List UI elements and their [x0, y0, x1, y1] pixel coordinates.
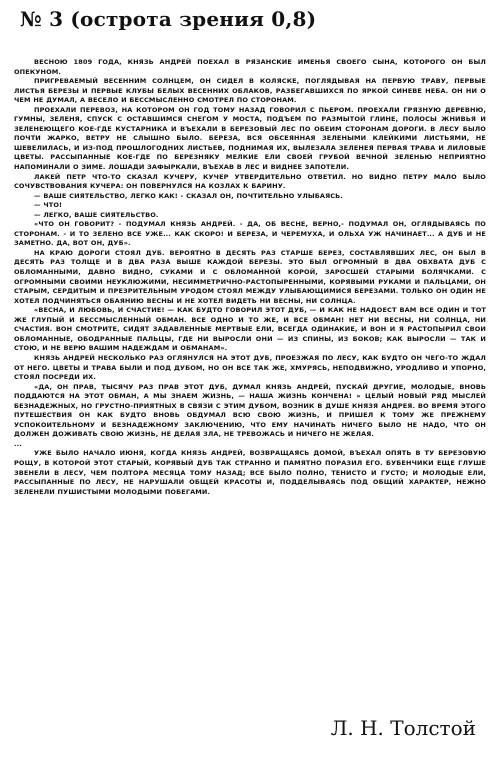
body-text [14, 58, 486, 497]
paragraph: ПРИГРЕВАЕМЫЙ ВЕСЕННИМ СОЛНЦЕМ, ОН СИДЕЛ В КОЛЯСКЕ, ПОГЛЯДЫВАЯ НА ПЕРВУЮ ТРАВУ, ПЕРВЫЕ ЛИСТЬЯ БЕРЕЗЫ И ПЕРВЫЕ КЛУБЫ БЕЛЫХ ВЕСЕННИХ ОБЛАКОВ, РАЗБЕГАВШИХСЯ ПО ЯРКОЙ СИНЕВЕ НЕБА. ОН НИ О ЧЕМ НЕ ДУМАЛ, А ВЕСЕЛО И БЕССМЫСЛЕННО СМОТРЕЛ ПО СТОРОНАМ. [14, 77, 486, 105]
paragraph: НА КРАЮ ДОРОГИ СТОЯЛ ДУБ. ВЕРОЯТНО В ДЕСЯТЬ РАЗ СТАРШЕ БЕРЕЗ, СОСТАВЛЯВШИХ ЛЕС, ОН БЫЛ В ДЕСЯТЬ РАЗ ТОЛЩЕ И В ДВА РАЗА ВЫШЕ КАЖДОЙ БЕРЕЗЫ. ЭТО БЫЛ ОГРОМНЫЙ В ДВА ОБХВАТА ДУБ С ОБЛОМАННЫМИ, ДАВНО ВИДНО, СУКАМИ И С ОБЛОМАННОЙ КОРОЙ, ЗАРОСШЕЙ СТАРЫМИ БОЛЯЧКАМИ. С ОГРОМНЫМИ СВОИМИ НЕУКЛЮЖИМИ, НЕСИММЕТРИЧНО-РАСТОПЫРЕННЫМИ, КОРЯВЫМИ РУКАМИ И ПАЛЬЦАМИ, ОН СТАРЫМ, СЕРДИТЫМ И ПРЕЗРИТЕЛЬНЫМ УРОДОМ СТОЯЛ МЕЖДУ УЛЫБАЮЩИМИСЯ БЕРЕЗАМИ. ТОЛЬКО ОН ОДИН НЕ ХОТЕЛ ПОДЧИНЯТЬСЯ ОБАЯНИЮ ВЕСНЫ И НЕ ХОТЕЛ ВИДЕТЬ НИ ВЕСНЫ, НИ СОЛНЦА. [14, 248, 486, 305]
paragraph: — ЛЕГКО, ВАШЕ СИЯТЕЛЬСТВО. [34, 210, 159, 219]
page-title: № 3 (острота зрения 0,8) [20, 7, 317, 31]
paragraph: «ЧТО ОН ГОВОРИТ? - ПОДУМАЛ КНЯЗЬ АНДРЕЙ. - ДА, ОБ ВЕСНЕ, ВЕРНО,- ПОДУМАЛ ОН, ОГЛЯДЫВАЯСЬ ПО СТОРОНАМ. - И ТО ЗЕЛЕНО ВСЕ УЖЕ... КАК СКОРО! И БЕРЕЗА, И ЧЕРЕМУХА, И ОЛЬХА УЖ НАЧИНАЕТ... А ДУБ И НЕ ЗАМЕТНО. ДА, ВОТ ОН, ДУБ». [14, 220, 486, 248]
paragraph: ЛАКЕЙ ПЕТР ЧТО-ТО СКАЗАЛ КУЧЕРУ, КУЧЕР УТВЕРДИТЕЛЬНО ОТВЕТИЛ. НО ВИДНО ПЕТРУ МАЛО БЫЛО СОЧУВСТВОВАНИЯ КУЧЕРА: ОН ПОВЕРНУЛСЯ НА КОЗЛАХ К БАРИНУ. [14, 172, 486, 191]
ellipsis-separator: ... [14, 439, 22, 448]
author-signature: Л. Н. Толстой [330, 716, 476, 740]
paragraph: — ВАШЕ СИЯТЕЛЬСТВО, ЛЕГКО КАК! - СКАЗАЛ ОН, ПОЧТИТЕЛЬНО УЛЫБАЯСЬ. [34, 191, 343, 200]
paragraph: — ЧТО! [34, 201, 63, 210]
paragraph: «ДА, ОН ПРАВ, ТЫСЯЧУ РАЗ ПРАВ ЭТОТ ДУБ, ДУМАЛ КНЯЗЬ АНДРЕЙ, ПУСКАЙ ДРУГИЕ, МОЛОДЫЕ, ВНОВЬ ПОДДАЮТСЯ НА ЭТОТ ОБМАН, А МЫ ЗНАЕМ ЖИЗНЬ, — НАША ЖИЗНЬ КОНЧЕНА! » ЦЕЛЫЙ НОВЫЙ РЯД МЫСЛЕЙ БЕЗНАДЕЖНЫХ, НО ГРУСТНО-ПРИЯТНЫХ В СВЯЗИ С ЭТИМ ДУБОМ, ВОЗНИК В ДУШЕ КНЯЗЯ АНДРЕЯ. ВО ВРЕМЯ ЭТОГО ПУТЕШЕСТВИЯ ОН КАК БУДТО ВНОВЬ ОБДУМАЛ ВСЮ СВОЮ ЖИЗНЬ, И ПРИШЕЛ К ТОМУ ЖЕ ПРЕЖНЕМУ УСПОКОИТЕЛЬНОМУ И БЕЗНАДЕЖНОМУ ЗАКЛЮЧЕНИЮ, ЧТО ЕМУ НАЧИНАТЬ НИЧЕГО БЫЛО НЕ НАДО, ЧТО ОН ДОЛЖЕН ДОЖИВАТЬ СВОЮ ЖИЗНЬ, НЕ ДЕЛАЯ ЗЛА, НЕ ТРЕВОЖАСЬ И НИЧЕГО НЕ ЖЕЛАЯ. [14, 382, 486, 439]
paragraph: КНЯЗЬ АНДРЕЙ НЕСКОЛЬКО РАЗ ОГЛЯНУЛСЯ НА ЭТОТ ДУБ, ПРОЕЗЖАЯ ПО ЛЕСУ, КАК БУДТО ОН ЧЕГО-ТО ЖДАЛ ОТ НЕГО. ЦВЕТЫ И ТРАВА БЫЛИ И ПОД ДУБОМ, НО ОН ВСЕ ТАК ЖЕ, ХМУРЯСЬ, НЕПОДВИЖНО, УРОДЛИВО И УПОРНО, СТОЯЛ ПОСРЕДИ ИХ. [14, 353, 486, 382]
paragraph: «ВЕСНА, И ЛЮБОВЬ, И СЧАСТИЕ! — КАК БУДТО ГОВОРИЛ ЭТОТ ДУБ, — И КАК НЕ НАДОЕСТ ВАМ ВСЕ ОДИН И ТОТ ЖЕ ГЛУПЫЙ И БЕССМЫСЛЕННЫЙ ОБМАН. ВСЕ ОДНО И ТО ЖЕ, И ВСЕ ОБМАН! НЕТ НИ ВЕСНЫ, НИ СОЛНЦА, НИ СЧАСТИЯ. ВОН СМОТРИТЕ, СИДЯТ ЗАДАВЛЕННЫЕ МЕРТВЫЕ ЕЛИ, ВСЕГДА ОДИНАКИЕ, И ВОН И Я РАСТОПЫРИЛ СВОИ ОБЛОМАННЫЕ, ОБОДРАННЫЕ ПАЛЬЦЫ, ГДЕ НИ ВЫРОСЛИ ОНИ — ИЗ СПИНЫ, ИЗ БОКОВ; КАК ВЫРОСЛИ — ТАК И СТОЮ, И НЕ ВЕРЮ ВАШИМ НАДЕЖДАМ И ОБМАНАМ». [14, 306, 486, 353]
paragraph: УЖЕ БЫЛО НАЧАЛО ИЮНЯ, КОГДА КНЯЗЬ АНДРЕЙ, ВОЗВРАЩАЯСЬ ДОМОЙ, ВЪЕХАЛ ОПЯТЬ В ТУ БЕРЕЗОВУЮ РОЩУ, В КОТОРОЙ ЭТОТ СТАРЫЙ, КОРЯВЫЙ ДУБ ТАК СТРАННО И ПАМЯТНО ПОРАЗИЛ ЕГО. БУБЕНЧИКИ ЕЩЕ ГЛУШЕ ЗВЕНЕЛИ В ЛЕСУ, ЧЕМ ПОЛТОРА МЕСЯЦА ТОМУ НАЗАД; ВСЕ БЫЛО ПОЛНО, ТЕНИСТО И ГУСТО; И МОЛОДЫЕ ЕЛИ, РАССЫПАННЫЕ ПО ЛЕСУ, НЕ НАРУШАЛИ ОБЩЕЙ КРАСОТЫ И, ПОДДЕЛЫВАЯСЬ ПОД ОБЩИЙ ХАРАКТЕР, НЕЖНО ЗЕЛЕНЕЛИ ПУШИСТЫМИ МОЛОДЫМИ ПОБЕГАМИ. [14, 449, 486, 496]
paragraph: ПРОЕХАЛИ ПЕРЕВОЗ, НА КОТОРОМ ОН ГОД ТОМУ НАЗАД ГОВОРИЛ С ПЬЕРОМ. ПРОЕХАЛИ ГРЯЗНУЮ ДЕРЕВНЮ, ГУМНЫ, ЗЕЛЕНЯ, СПУСК С ОСТАВШИМСЯ СНЕГОМ У МОСТА, ПОДЪЕМ ПО РАЗМЫТОЙ ГЛИНЕ, ПОЛОСЫ ЖНИВЬЯ И ЗЕЛЕНЕЮЩЕГО КОЕ-ГДЕ КУСТАРНИКА И ВЪЕХАЛИ В БЕРЕЗОВЫЙ ЛЕС ПО ОБЕИМ СТОРОНАМ ДОРОГИ. В ЛЕСУ БЫЛО ПОЧТИ ЖАРКО, ВЕТРУ НЕ СЛЫШНО БЫЛО. БЕРЕЗА, ВСЯ ОБСЕЯННАЯ ЗЕЛЕНЫМИ КЛЕЙКИМИ ЛИСТЬЯМИ, НЕ ШЕВЕЛИЛАСЬ, И ИЗ-ПОД ПРОШЛОГОДНИХ ЛИСТЬЕВ, ПОДНИМАЯ ИХ, ВЫЛЕЗАЛА ЗЕЛЕНЕЯ ПЕРВАЯ ТРАВА И ЛИЛОВЫЕ ЦВЕТЫ. РАССЫПАННЫЕ КОЕ-ГДЕ ПО БЕРЕЗНЯКУ МЕЛКИЕ ЕЛИ СВОЕЙ ГРУБОЙ ВЕЧНОЙ ЗЕЛЕНЬЮ НЕПРИЯТНО НАПОМИНАЛИ О ЗИМЕ. ЛОШАДИ ЗАФЫРКАЛИ, ВЪЕХАВ В ЛЕС И ВИДНЕЕ ЗАПОТЕЛИ. [14, 105, 486, 172]
paragraph: ВЕСНОЮ 1809 ГОДА, КНЯЗЬ АНДРЕЙ ПОЕХАЛ В РЯЗАНСКИЕ ИМЕНЬЯ СВОЕГО СЫНА, КОТОРОГО ОН БЫЛ ОПЕКУНОМ. [14, 58, 486, 76]
